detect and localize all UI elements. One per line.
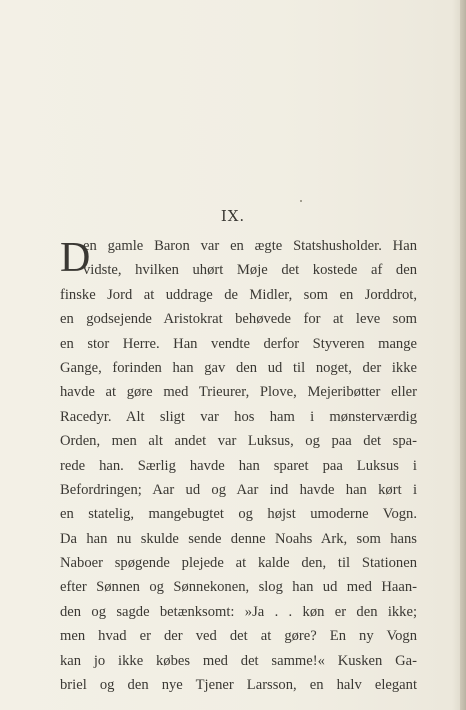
text-line: Racedyr. Alt sligt var hos ham i mønsterværdig (60, 408, 417, 425)
page-edge (460, 0, 466, 710)
text-line: finske Jord at uddrage de Midler, som en Jorddrot, (60, 286, 417, 303)
text-line: Naboer spøgende plejede at kalde den, til Stationen (60, 555, 417, 572)
text-line: Befordringen; Aar ud og Aar ind havde han kørt i (60, 481, 417, 498)
text-line: men hvad er der ved det at gøre? En ny Vogn (60, 628, 417, 645)
text-line: kan jo ikke købes med det samme!« Kusken Ga- (60, 652, 417, 669)
text-line: den og sagde betænksomt: »Ja . . køn er den ikke; (60, 603, 417, 620)
text-line: en gamle Baron var en ægte Statshusholder. Han (83, 238, 417, 254)
text-line: rede han. Særlig havde han sparet paa Luksus i (60, 457, 417, 474)
body-text (60, 234, 417, 697)
text-line: efter Sønnen og Sønnekonen, slog han ud med Haan- (60, 579, 417, 596)
paper-speck (300, 200, 302, 202)
text-line: briel og den nye Tjener Larsson, en halv elegant (60, 677, 417, 694)
text-line: en statelig, mangebugtet og højst umoderne Vogn. (60, 506, 417, 523)
text-line: en godsejende Aristokrat behøvede for at leve som (60, 311, 417, 328)
text-line: Gange, forinden han gav den ud til noget, der ikke (60, 359, 417, 376)
text-line: Da han nu skulde sende denne Noahs Ark, som hans (60, 530, 417, 547)
text-line: vidste, hvilken uhørt Møje det kostede af den (83, 262, 417, 279)
text-line: en stor Herre. Han vendte derfor Styveren mange (60, 335, 417, 352)
chapter-heading: IX. (220, 207, 246, 225)
text-line: Orden, men alt andet var Luksus, og paa det spa- (60, 433, 417, 450)
drop-cap: D (60, 235, 91, 281)
text-line: havde at gøre med Trieurer, Plove, Mejeribøtter eller (60, 384, 417, 401)
